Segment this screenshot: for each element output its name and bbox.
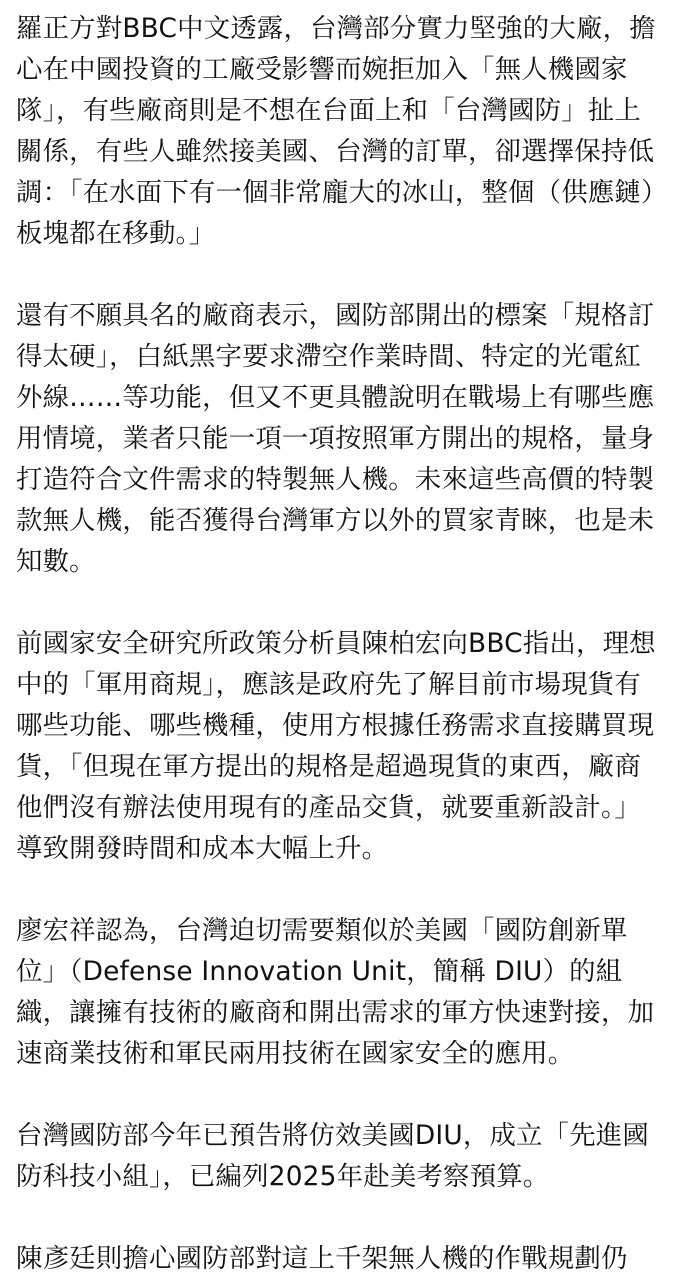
article-paragraph: 陳彥廷則擔心國防部對這上千架無人機的作戰規劃仍 (16, 1243, 628, 1274)
article-paragraph: 台灣國防部今年已預告將仿效美國DIU，成立「先進國防科技小組」，已編列2025年赴美考察預算。 (16, 1120, 650, 1192)
article-paragraph: 羅正方對BBC中文透露，台灣部分實力堅強的大廠，擔心在中國投資的工廠受影響而婉拒加入「無人機國家隊」，有些廠商則是不想在台面上和「台灣國防」扯上關係，有些人雖然接美國、台灣的訂單，卻選擇保持低調：「在水面下有一個非常龐大的冰山，整個（供應鏈）板塊都在移動。」 (16, 13, 656, 249)
article-paragraph: 前國家安全研究所政策分析員陳柏宏向BBC指出，理想中的「軍用商規」，應該是政府先了解目前市場現貨有哪些功能、哪些機種，使用方根據任務需求直接購買現貨，「但現在軍方提出的規格是超過現貨的東西，廠商他們沒有辦法使用現有的產品交貨，就要重新設計。」導致開發時間和成本大幅上升。 (16, 628, 656, 864)
article-body (16, 8, 659, 1279)
article-paragraph: 還有不願具名的廠商表示，國防部開出的標案「規格訂得太硬」，白紙黑字要求滯空作業時間、特定的光電紅外線……等功能，但又不更具體說明在戰場上有哪些應用情境，業者只能一項一項按照軍方開出的規格，量身打造符合文件需求的特製無人機。未來這些高價的特製款無人機，能否獲得台灣軍方以外的買家青睞，也是未知數。 (16, 300, 655, 577)
article-paragraph: 廖宏祥認為，台灣迫切需要類似於美國「國防創新單位」（Defense Innovation Unit，簡稱 DIU）的組織，讓擁有技術的廠商和開出需求的軍方快速對接，加速商業技術和軍民兩用技術在國家安全的應用。 (16, 915, 655, 1069)
